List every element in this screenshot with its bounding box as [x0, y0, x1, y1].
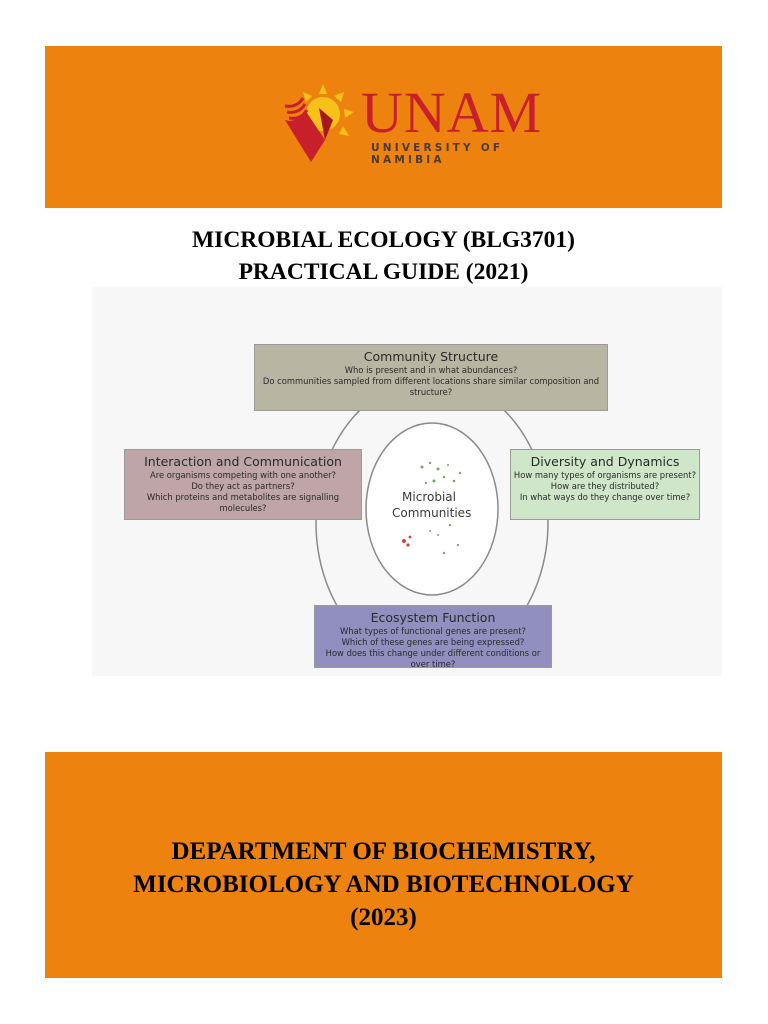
- diversity-dynamics-box: [510, 449, 700, 520]
- community-structure-box: [254, 344, 608, 411]
- department-banner: [45, 752, 722, 978]
- centre-line-2: Communities: [392, 506, 472, 520]
- document-title: [45, 224, 722, 288]
- department-line-1: DEPARTMENT OF BIOCHEMISTRY,: [171, 838, 596, 865]
- box-question: Which of these genes are being expressed?: [341, 637, 525, 647]
- box-heading: Community Structure: [363, 349, 499, 364]
- unam-logo: [281, 80, 551, 170]
- box-question: How does this change under different conditions or over time?: [325, 648, 541, 669]
- ecosystem-function-box: [314, 605, 552, 668]
- title-line-2: PRACTICAL GUIDE (2021): [238, 259, 529, 285]
- box-question: Do they act as partners?: [191, 481, 295, 491]
- logo-wordmark: UNAM: [361, 80, 543, 145]
- header-banner: [45, 46, 722, 208]
- department-line-2: MICROBIOLOGY AND BIOTECHNOLOGY: [133, 871, 634, 898]
- box-question: How are they distributed?: [550, 481, 660, 491]
- box-question: Who is present and in what abundances?: [344, 365, 518, 375]
- box-question: Which proteins and metabolites are signalling molecules?: [146, 492, 340, 513]
- department-year: (2023): [350, 904, 417, 931]
- box-question: How many types of organisms are present?: [513, 470, 697, 480]
- title-line-1: MICROBIAL ECOLOGY (BLG3701): [192, 227, 575, 253]
- box-question: Do communities sampled from different locations share similar composition and structure?: [262, 376, 600, 397]
- box-question: What types of functional genes are present?: [340, 626, 526, 636]
- box-heading: Diversity and Dynamics: [530, 454, 680, 469]
- microbial-ecology-diagram: [92, 287, 722, 676]
- centre-line-1: Microbial: [402, 490, 456, 504]
- box-question: In what ways do they change over time?: [519, 492, 691, 502]
- box-heading: Interaction and Communication: [144, 454, 342, 469]
- logo-subtitle: UNIVERSITY OF NAMIBIA: [371, 142, 504, 166]
- microbial-communities-label: [392, 489, 472, 521]
- box-heading: Ecosystem Function: [370, 610, 496, 625]
- sun-book-icon: [281, 80, 357, 170]
- interaction-communication-box: [124, 449, 362, 520]
- department-name: [45, 835, 722, 934]
- box-question: Are organisms competing with one another?: [150, 470, 336, 480]
